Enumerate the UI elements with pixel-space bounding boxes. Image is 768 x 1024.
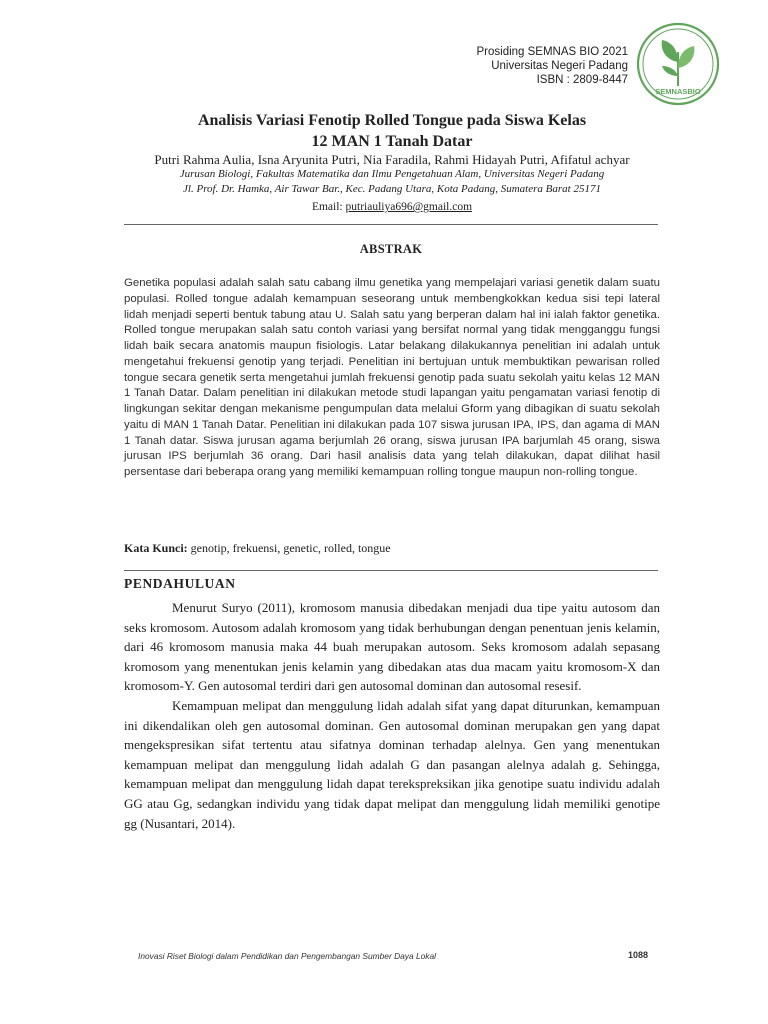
logo-text: SEMNASBIO	[655, 87, 701, 96]
intro-paragraph-1: Menurut Suryo (2011), kromosom manusia dibedakan menjadi dua tipe yaitu autosom dan seks kromosom. Autosom adalah kromosom yang tidak berhubungan dengan penentuan jenis kelamin, dari 46 kromosom manusia maka 44 buah merupakan autosom. Seks kromosom adalah sepasang kromosom yang menentukan jenis kelamin yang dibedakan atas dua macam yaitu kromosom-X dan kromosom-Y. Gen autosomal terdiri dari gen autosomal dominan dan autosomal resesif.	[124, 600, 660, 694]
abstract-heading: ABSTRAK	[359, 242, 423, 256]
title-line-2: 12 MAN 1 Tanah Datar	[311, 133, 473, 150]
email-label: Email:	[311, 201, 343, 213]
affiliation	[80, 167, 704, 197]
university-name: Universitas Negeri Padang	[491, 60, 628, 72]
affiliation-line-2: Jl. Prof. Dr. Hamka, Air Tawar Bar., Kec. Padang Utara, Kota Padang, Sumatera Barat 25171	[183, 183, 601, 195]
page-number: 1088	[628, 950, 649, 960]
header-divider	[124, 224, 658, 225]
affiliation-line-1: Jurusan Biologi, Fakultas Matematika dan Ilmu Pengetahuan Alam, Universitas Negeri Padang	[179, 168, 605, 180]
semnasbio-logo	[636, 22, 720, 106]
paper-title	[100, 110, 684, 152]
keywords-label: Kata Kunci:	[124, 541, 188, 555]
email-line	[80, 200, 704, 215]
abstract-text: Genetika populasi adalah salah satu cabang ilmu genetika yang mempelajari variasi genetik dalam suatu populasi. Rolled tongue adalah kemampuan seseorang untuk membengkokkan kedua sisi tepi lateral lidah menjadi seperti bentuk tabung atau U. Salah satu yang berperan dalam hal ini ialah faktor genetika. Rolled tongue merupakan salah satu contoh variasi yang bersifat normal yang tidak mengganggu fungsi lidah baik secara anatomis maupun fisiologis. Latar belakang dilakukannya penelitian ini adalah untuk mengetahui frekuensi genotip yang terjadi. Penelitian ini bertujuan untuk membuktikan pewarisan rolled tongue secara genetik serta mengetahui jumlah frekuensi genotip pada suatu sekolah yaitu kelas 12 MAN 1 Tanah Datar. Dalam penelitian ini dilakukan metode studi lapangan yaitu pengamatan variasi fenotip di lingkungan sekitar dengan mekanisme pengumpulan data melalui Gform yang dibagikan di suatu sekolah yaitu di MAN 1 Tanah Datar. Penelitian ini dilakukan pada 107 siswa jurusan IPA, IPS, dan agama di MAN 1 Tanah datar. Siswa jurusan agama berjumlah 26 orang, siswa jurusan IPA barjumlah 45 orang, siswa jurusan IPS berjumlah 36 orang. Dari hasil analisis data yang telah dilakukan, dapat dilihat hasil persentase dari beberapa orang yang memiliki kemampuan rolling tongue maupun non-rolling tongue.	[124, 277, 660, 478]
intro-paragraph-2: Kemampuan melipat dan menggulung lidah adalah sifat yang dapat diturunkan, kemampuan ini dikendalikan oleh gen autosomal dominan. Gen autosomal dominan merupakan gen yang dapat mengekspresikan sifat tertentu atau sifatnya dominan terhadap alelnya. Gen yang menentukan kemampuan melipat dan menggulung lidah adalah G dan pasangan alelnya adalah g. Sehingga, kemampuan melipat dan menggulung lidah dapat terekspreksikan jika genotipe suatu individu adalah GG atau Gg, sedangkan individu yang tidak dapat melipat dan menggulung lidah memiliki genotipe gg (Nusantari, 2014).	[124, 697, 660, 831]
authors: Putri Rahma Aulia, Isna Aryunita Putri, Nia Faradila, Rahmi Hidayah Putri, Afifatul achyar	[154, 152, 630, 167]
intro-body	[124, 598, 660, 833]
keywords	[124, 540, 660, 556]
abstract-divider	[124, 570, 658, 571]
proceedings-header	[477, 45, 629, 87]
section-heading-pendahuluan: PENDAHULUAN	[124, 576, 236, 591]
title-line-1: Analisis Variasi Fenotip Rolled Tongue pada Siswa Kelas	[197, 112, 587, 129]
isbn: ISBN : 2809-8447	[536, 74, 628, 86]
email-link[interactable]: putriauliya696@gmail.com	[345, 201, 473, 213]
proceedings-name: Prosiding SEMNAS BIO 2021	[476, 46, 628, 58]
keywords-list: genotip, frekuensi, genetic, rolled, tongue	[190, 541, 391, 555]
footer-journal: Inovasi Riset Biologi dalam Pendidikan dan Pengembangan Sumber Daya Lokal	[138, 951, 436, 961]
